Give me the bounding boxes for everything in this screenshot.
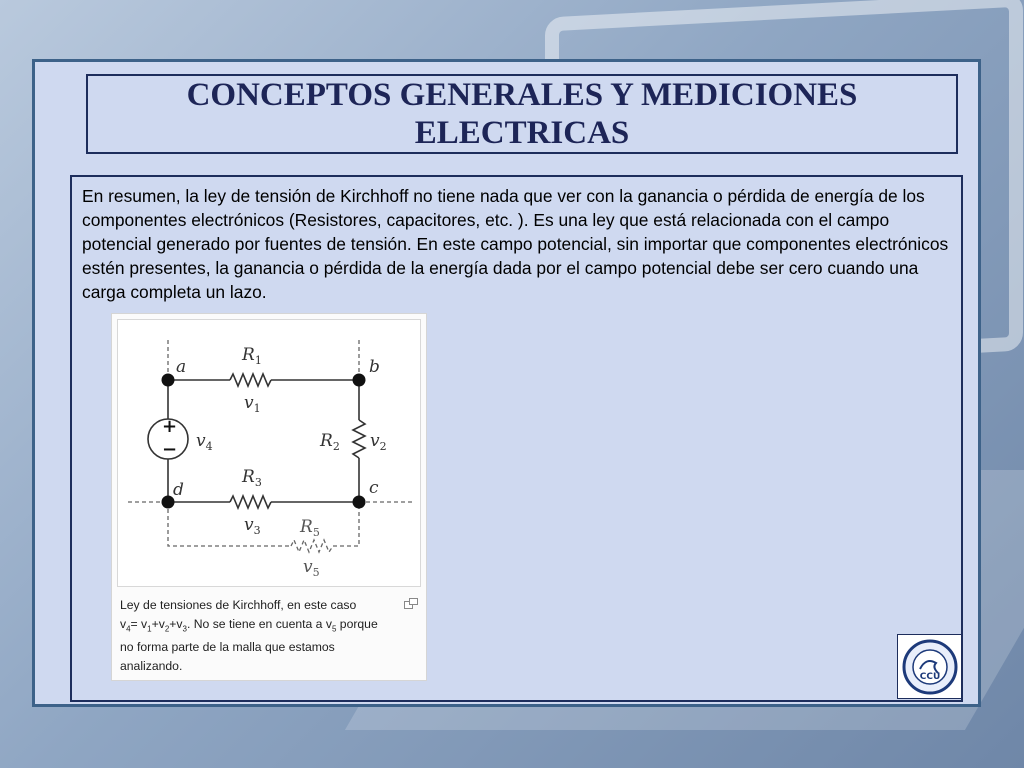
v4-label: $v_4$ (196, 431, 213, 453)
v1-label: $v_1$ (244, 393, 261, 415)
logo-box (897, 634, 962, 699)
node-c-label: c (369, 478, 379, 498)
title-box (86, 74, 958, 154)
body-paragraph: En resumen, la ley de tensión de Kirchhoff no tiene nada que ver con la ganancia o pérdida de energía de los componentes electrónicos (Resistores, capacitores, etc. ). Es una ley que está relacionada con el campo potencial generado por fuentes de tensión. En este campo potencial, sin importar que componentes electrónicos estén presentes, la ganancia o pérdida de la energía dada por el campo potencial debe ser cero cuando una carga completa un lazo. (82, 186, 949, 302)
source-minus-sign: − (162, 439, 178, 460)
caption-line-4: analizando. (120, 659, 183, 674)
node-d-label: d (173, 480, 184, 500)
source-plus-sign: + (162, 416, 178, 437)
circuit-diagram (117, 319, 421, 587)
university-seal-icon (902, 639, 958, 695)
slide-panel (32, 59, 981, 707)
r1-label: $R_1$ (242, 345, 262, 367)
r3-label: $R_3$ (242, 467, 262, 489)
circuit-figure (111, 313, 427, 681)
node-a-label: a (176, 357, 187, 377)
node-b-label: b (369, 357, 380, 377)
figure-caption (120, 596, 418, 676)
v2-label: $v_2$ (370, 431, 387, 453)
content-box (70, 175, 963, 702)
caption-line-3: no forma parte de la malla que estamos (120, 640, 335, 655)
r5-label: $R_5$ (300, 517, 320, 539)
caption-line-1: Ley de tensiones de Kirchhoff, en este caso (120, 598, 357, 612)
v3-label: $v_3$ (244, 515, 261, 537)
caption-line-2: $v_4= v_1+v_2+v_3$. No se tiene en cuenta a $v_5$ porque (120, 617, 378, 634)
v5-label: $v_5$ (303, 557, 320, 579)
slide-title: CONCEPTOS GENERALES Y MEDICIONES ELECTRICAS (186, 77, 858, 151)
logo-text: CCU (919, 671, 940, 682)
r2-label: $R_2$ (320, 431, 340, 453)
